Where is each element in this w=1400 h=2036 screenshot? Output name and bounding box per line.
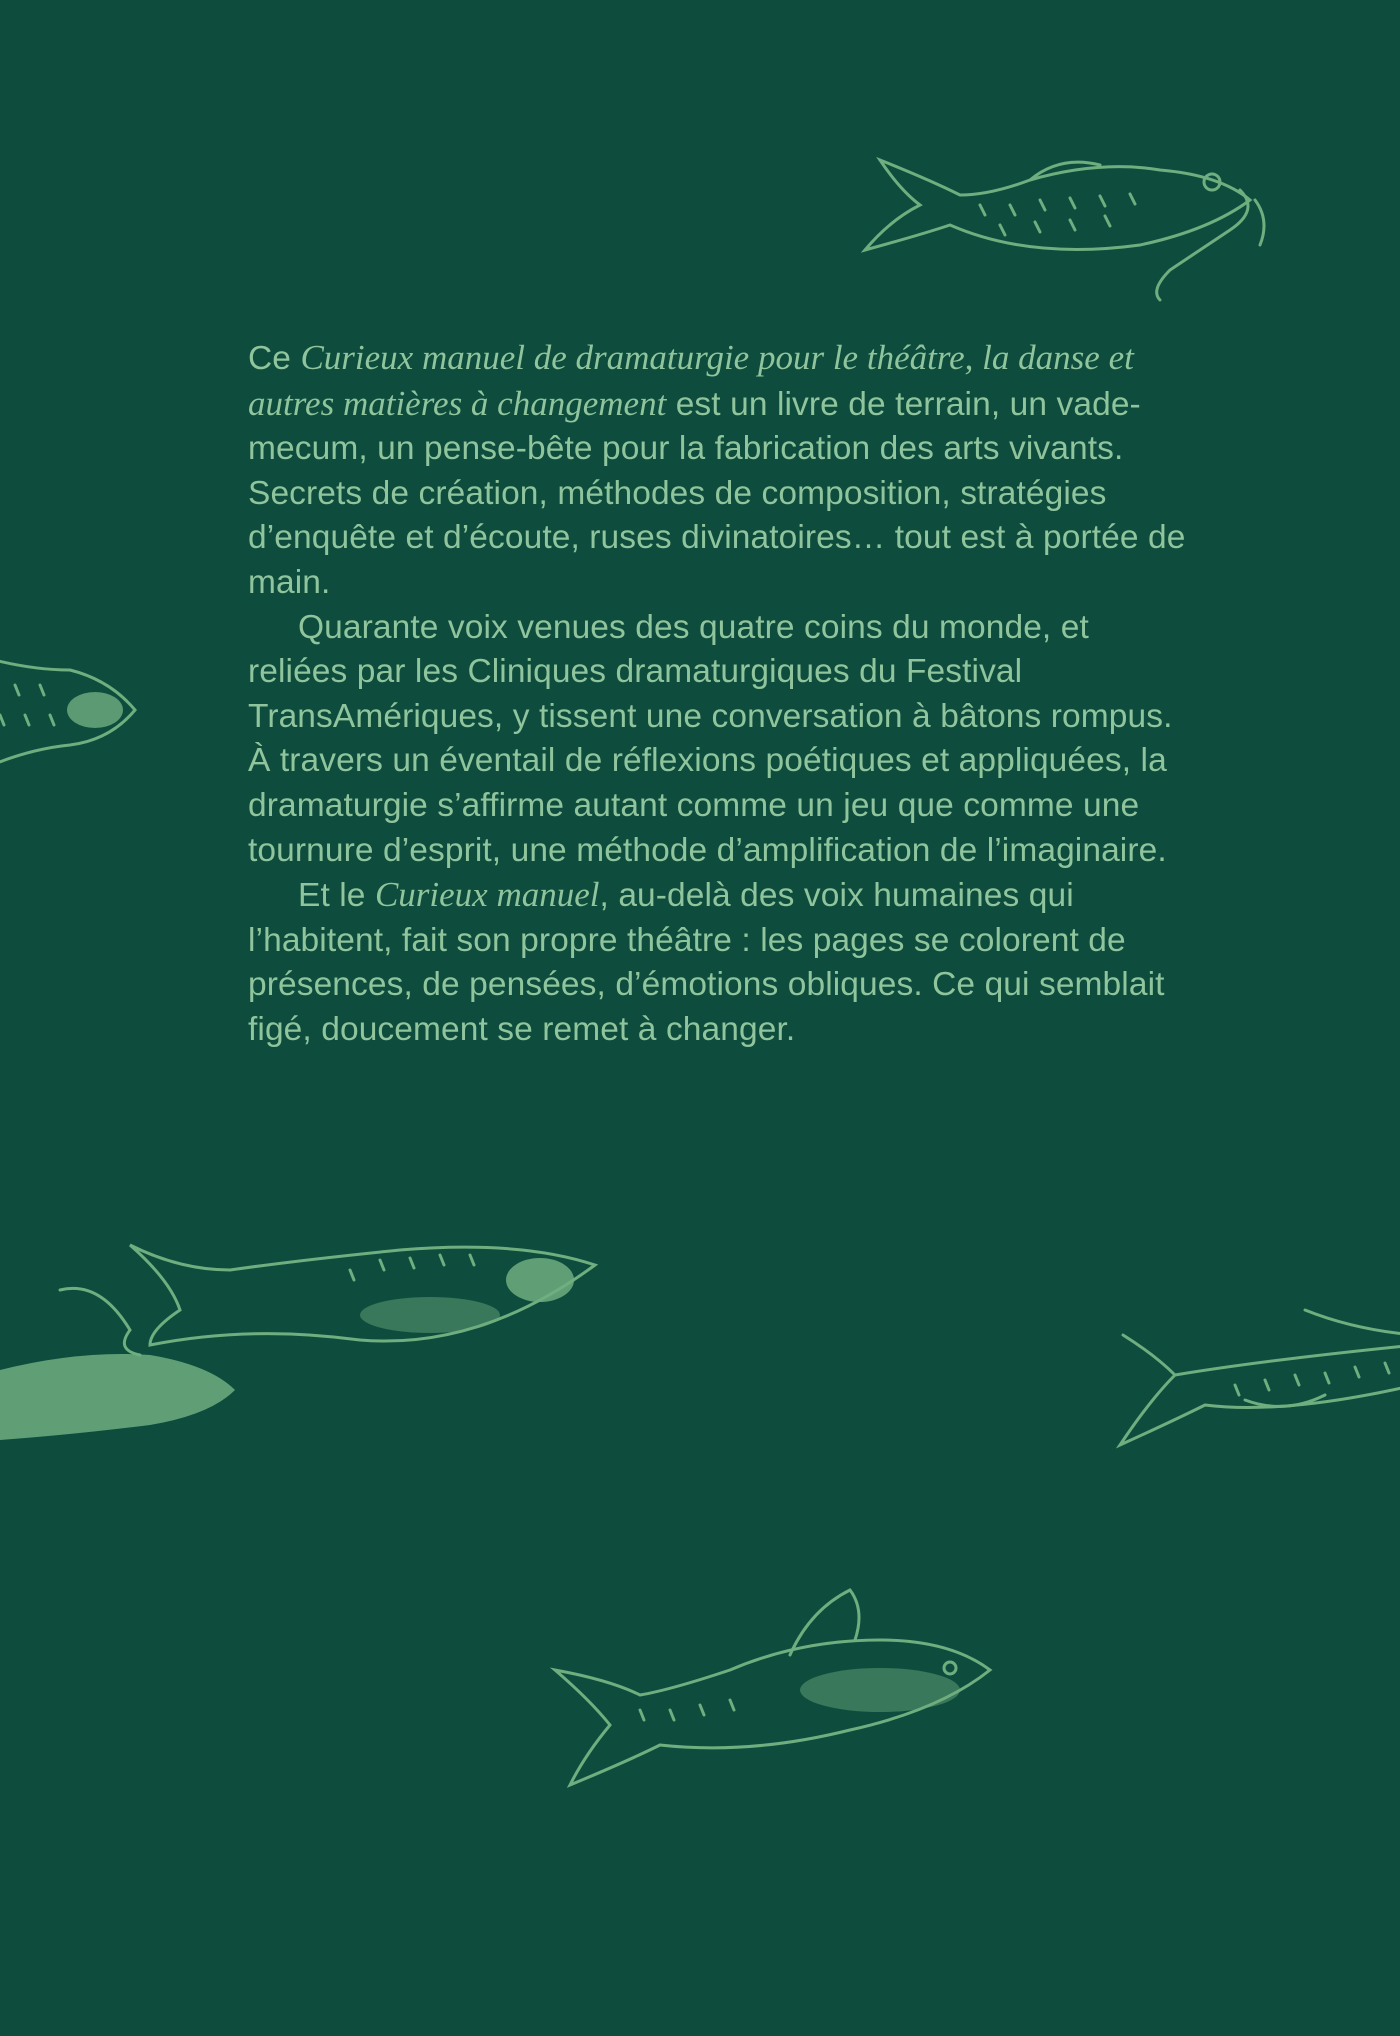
book-short-title-italic: Curieux manuel <box>374 875 600 915</box>
fish-illustration-right-edge-icon <box>1115 1305 1400 1455</box>
fish-illustration-bottom-icon <box>550 1580 1000 1800</box>
fish-illustration-top-right-icon <box>860 150 1280 310</box>
blurb-paragraph-3 <box>248 873 1188 1052</box>
paragraph-3-body: , au-delà des voix humaines qui l’habitent, fait son propre théâtre : les pages se colorent de présences, de pensées, d’émotions obliques. Ce qui semblait figé, doucement se remet à changer. <box>248 877 1165 1048</box>
blurb-paragraph-1 <box>248 336 1188 606</box>
paragraph-3-intro: Et le <box>298 877 375 915</box>
fish-illustration-middle-left-icon <box>0 1240 620 1480</box>
back-cover-blurb <box>248 336 1188 1053</box>
blurb-paragraph-2: Quarante voix venues des quatre coins du monde, et reliées par les Cliniques dramaturgiques du Festival TransAmériques, y tissent une conversation à bâtons rompus. À travers un éventail de réflexions poétiques et appliquées, la dramaturgie s’affirme autant comme un jeu que comme une tournure d’esprit, une méthode d’amplification de l’imaginaire. <box>248 608 1173 869</box>
paragraph-1-body: est un livre de terrain, un vade-mecum, un pense-bête pour la fabrication des arts vivants. Secrets de création, méthodes de composition, stratégies d’enquête et d’écoute, ruses divinatoires… tout est à portée de main. <box>248 385 1186 601</box>
fish-illustration-left-edge-icon <box>0 630 150 790</box>
book-title-italic: Curieux manuel de dramaturgie pour le théâtre, la danse et autres matières à changement <box>248 338 1134 423</box>
paragraph-1-intro: Ce <box>248 340 301 377</box>
